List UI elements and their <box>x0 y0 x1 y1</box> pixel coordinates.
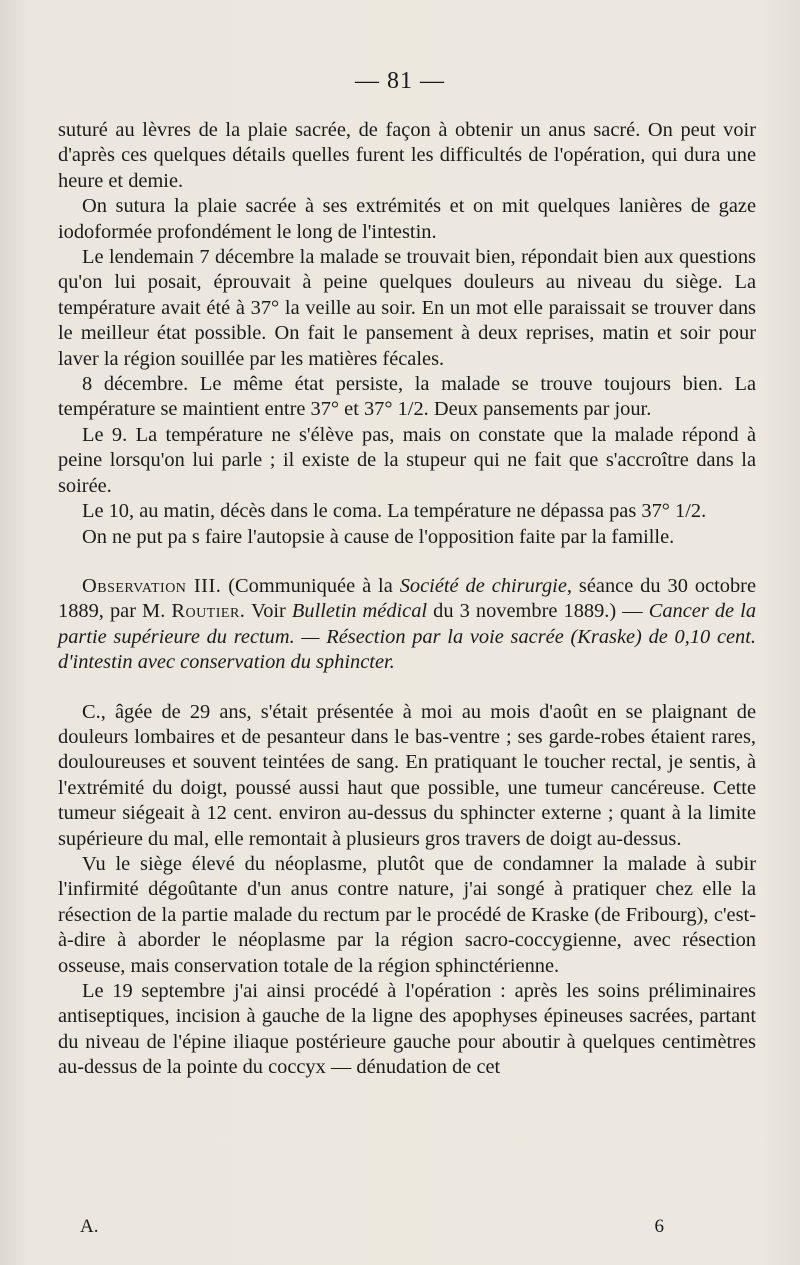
paragraph-1: suturé au lèvres de la plaie sacrée, de façon à obtenir un anus sacré. On peut voir d'après ces quelques détails quelles furent les difficultés de l'opération, qui dura une heure et demie. <box>58 119 756 192</box>
body-text <box>58 118 756 1081</box>
paragraph-3: Le lendemain 7 décembre la malade se trouvait bien, répondait bien aux questions qu'on lui posait, éprouvait à peine quelques douleurs au niveau du siège. La température avait été à 37° la veille au soir. En un mot elle paraissait se trouver dans le meilleur état possible. On fait le pansement à deux reprises, matin et soir pour laver la région souillée par les matières fécales. <box>58 246 756 370</box>
section-gap-2 <box>58 676 756 700</box>
paragraph-6: Le 10, au matin, décès dans le coma. La température ne dépassa pas 37° 1/2. <box>82 500 707 523</box>
observation-text-1: (Communiquée à la <box>221 574 400 597</box>
paragraph-9: Vu le siège élevé du néoplasme, plutôt que de condamner la malade à subir l'infirmité dégoûtante d'un anus contre nature, j'ai songé à pratiquer chez elle la résection de la partie malade du rectum par le procédé de Kraske (de Fribourg), c'est-à-dire à aborder le néoplasme par la région sacro-coccygienne, avec résection osseuse, mais conservation totale de la région sphinctérienne. <box>58 852 756 977</box>
author-name: Routier. <box>171 600 246 623</box>
signature-line <box>80 1216 664 1238</box>
paragraph-4: 8 décembre. Le même état persiste, la malade se trouve toujours bien. La température se maintient entre 37° et 37° 1/2. Deux pansements par jour. <box>58 373 756 421</box>
observation-text-3: Voir <box>245 600 292 623</box>
observation-heading <box>58 574 756 676</box>
observation-text-4: du 3 novembre 1889.) — <box>427 600 649 623</box>
paragraph-2: On sutura la plaie sacrée à ses extrémités et on mit quelques lanières de gaze iodoformée profondément le long de l'intestin. <box>58 195 756 243</box>
bulletin-name: Bulletin médical <box>291 600 428 623</box>
paragraph-5: Le 9. La température ne s'élève pas, mais on constate que la malade répond à peine lorsqu'on lui parle ; il existe de la stupeur qui ne fait que s'accroître dans la soirée. <box>58 423 756 497</box>
paragraph-10: Le 19 septembre j'ai ainsi procédé à l'opération : après les soins préliminaires antiseptiques, incision à gauche de la ligne des apophyses épineuses sacrées, partant du niveau de l'épine iliaque postérieure gauche pour aboutir à quelques centimètres au-dessus de la pointe du coccyx — dénudation de cet <box>58 980 756 1079</box>
society-name: Société de chirurgie, <box>399 574 572 597</box>
signature-left: A. <box>80 1216 99 1237</box>
observation-label: Observation III. <box>82 574 222 597</box>
section-gap <box>58 550 756 574</box>
observation-title: Cancer de la partie supérieure du rectum. — Résection par la voie sacrée (Kraske) de 0,10 cent. d'intestin avec conservation du sphincter. <box>58 600 757 674</box>
paragraph-8: C., âgée de 29 ans, s'était présentée à moi au mois d'août en se plaignant de douleurs lombaires et de pesanteur dans le bas-ventre ; ses garde-robes étaient rares, douloureuses et souvent teintées de sang. En pratiquant le toucher rectal, je sentis, à l'extrémité du doigt, poussé aussi haut que possible, une tumeur cancéreuse. Cette tumeur siégeait à 12 cent. environ au-dessus du sphincter externe ; quant à la limite supérieure du mal, elle remontait à plusieurs gros travers de doigt au-dessus. <box>58 700 756 850</box>
paragraph-7: On ne put pa s faire l'autopsie à cause de l'opposition faite par la famille. <box>82 525 675 548</box>
signature-right: 6 <box>654 1216 664 1237</box>
page-number: — 81 — <box>355 68 445 94</box>
observation-text-2: séance du 30 octobre 1889, par M. <box>58 574 756 623</box>
